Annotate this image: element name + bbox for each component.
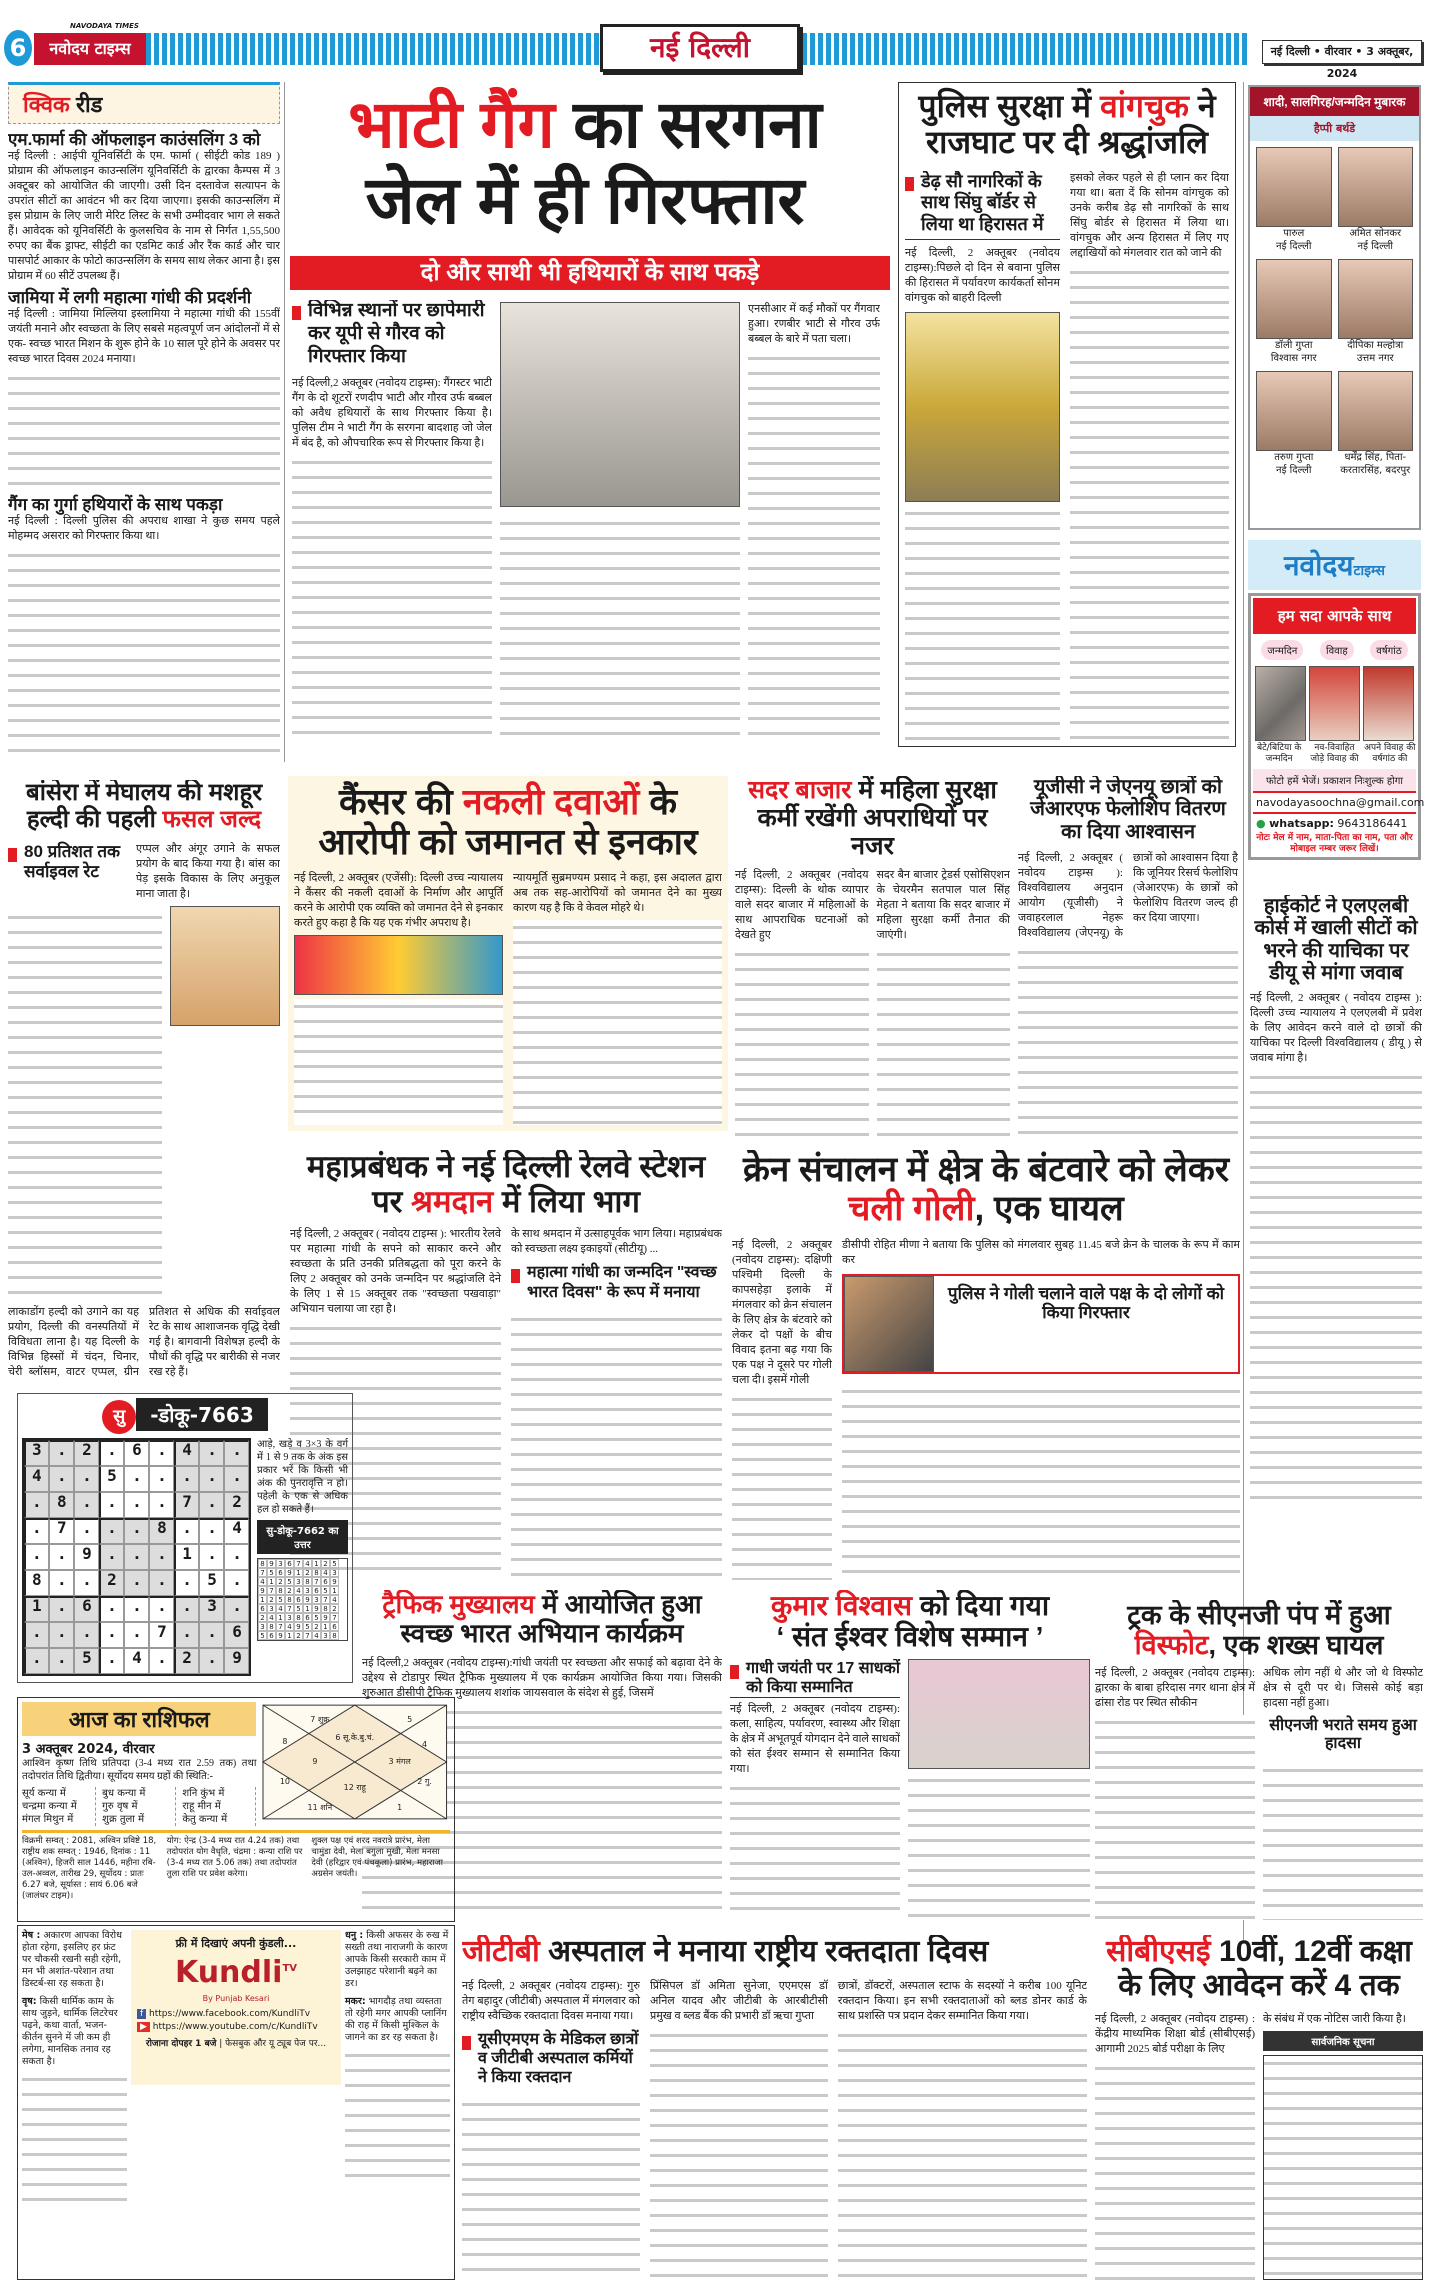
birthday-card (1256, 147, 1332, 253)
solution-cell: 7 (330, 1613, 339, 1622)
solution-cell: 6 (258, 1604, 267, 1613)
rajghat-photo (905, 312, 1060, 502)
kundli-house: 11 शनि (308, 1802, 333, 1812)
small-brand: NAVODAYA TIMES (70, 22, 139, 30)
gun-image (844, 1276, 934, 1372)
sudoku-row: .8....7.2 (32, 1492, 258, 1511)
sudoku-instructions: आड़े, खड़े व 3×3 के वर्ग में 1 से 9 तक के अंक इस प्रकार भरें कि किसी भी अंक की पुनरावृत्ति न हो। पहेली के एक से अधिक हल हो सकते हैं। (257, 1439, 348, 1515)
sign-sagittarius: धनु : किसी अफसर के रुख में सख्ती तथा नाराजगी के कारण आपके किसी सरकारी काम में उलझाहट परेशानी बढ़ने का डर। (345, 1930, 449, 1989)
solution-cell: 4 (258, 1577, 267, 1586)
brief-title: जामिया में लगी महात्मा गांधी की प्रदर्शनी (8, 288, 252, 308)
planet-column (102, 1787, 176, 1826)
tab-wedding: विवाह (1320, 640, 1354, 660)
section-title: नई दिल्ली (600, 24, 800, 72)
solution-cell: 6 (285, 1559, 294, 1568)
planet-column (182, 1787, 256, 1826)
solution-cell: 8 (267, 1622, 276, 1631)
solution-cell: 5 (267, 1568, 276, 1577)
solution-cell: 4 (312, 1631, 321, 1640)
person-place: उत्तम नगर (1356, 353, 1394, 364)
kundli-house: 1 (397, 1802, 403, 1812)
child-photo (1255, 666, 1306, 741)
person-name: दीपिका मल्होत्रा (1347, 340, 1404, 351)
public-notice-label: सार्वजनिक सूचना (1263, 2031, 1423, 2051)
planet-position: शनि कुंभ में (182, 1788, 225, 1799)
whatsapp-number: 9643186441 (1337, 817, 1408, 830)
solution-cell: 3 (276, 1559, 285, 1568)
sign-aries: मेष : अकारण आपका विरोध होता रहेगा, इसलिए हर फ्रंट पर चौकसी रखनी सही रहेगी, मन भी अशांत-परेशान तथा डिस्टर्ब-सा रह सकता है। (22, 1930, 122, 1989)
traffic-story: ट्रैफिक मुख्यालय में आयोजित हुआ स्वच्छ भारत अभियान कार्यक्रम नई दिल्ली,2 अक्तूबर (नवोदय टाइम्स):गांधी जयंती पर स्वच्छता और सफाई को बढ़ावा देने के उद्देश्य से टोडापुर स्थित ट्रैफिक मुख्यालय में एक कार्यक्रम आयोजित किया गया। जिसकी शुरुआत डीसीपी ट्रैफिक मुख्यालय शशांक जायसवाल के संदेश से हुई, जिसमें (362, 1590, 722, 1920)
solution-cell: 3 (258, 1622, 267, 1631)
crane-inset-headline: पुलिस ने गोली चलाने वाले पक्ष के दो लोगों को किया गिरफ्तार (947, 1284, 1225, 1323)
solution-cell: 5 (276, 1595, 285, 1604)
sudoku-row: 3.2.6.4.. (32, 1440, 258, 1459)
kundli-house: 9 (312, 1756, 318, 1766)
solution-cell: 3 (285, 1613, 294, 1622)
sadar-bazar-story: सदर बाजार में महिला सुरक्षा कर्मी रखेंगी अपराधियों पर नजर नई दिल्ली, 2 अक्तूबर (नवोदय टाइम्स): दिल्ली के थोक व्यापार वाले सदर बाजार में महिलाओं के साथ आपराधिक घटनाओं को देखते हुए सदर बैन बाजार ट्रेडर्स एसोसिएशन के चेयरमैन सतपाल पाल सिंह मेहता ने बताया कि सदर बाजार में महिला सुरक्षा कर्मी तैनात की जाएंगी। (735, 776, 1010, 1136)
person-place: नई दिल्ली (1276, 465, 1312, 476)
solution-cell: 9 (330, 1577, 339, 1586)
solution-cell: 9 (285, 1568, 294, 1577)
tab-anniversary: वर्षगांठ (1370, 640, 1407, 660)
anniversary-photo (1363, 666, 1414, 741)
wangchuk-subhead: डेढ़ सौ नागरिकों के साथ सिंघु बॉर्डर से लिया था हिरासत में (905, 171, 1060, 241)
solution-cell: 5 (312, 1613, 321, 1622)
facebook-link[interactable]: https://www.facebook.com/KundliTv (149, 2009, 311, 2019)
award-photo (908, 1659, 1090, 1769)
solution-cell: 9 (267, 1559, 276, 1568)
solution-cell: 6 (321, 1577, 330, 1586)
solution-cell: 7 (312, 1577, 321, 1586)
birthday-photo (1338, 259, 1414, 339)
quick-read-label: क्विक रीड (8, 82, 280, 124)
sudoku-row: 8..2...5. (32, 1570, 258, 1589)
sudoku-row: .....7..6 (32, 1622, 258, 1641)
birthday-photo (1338, 371, 1414, 451)
solution-cell: 8 (258, 1559, 267, 1568)
kumar-vishwas-story: कुमार विश्वास को दिया गया ‘ संत ईश्वर विशेष सम्मान ’ गाधी जयंती पर 17 साधकों को किया सम्मानित नई दिल्ली, 2 अक्तूबर (नवोदय टाइम्स): कला, साहित्य, पर्यावरण, स्वास्थ्य और शिक्षा के क्षेत्र में अभूतपूर्व योगदान देने वाले साधकों को संत ईश्वर सम्मान से सम्मानित किया गया। (730, 1590, 1090, 1920)
planet-position: केतु कन्या में (182, 1814, 228, 1825)
birthday-photo (1256, 147, 1332, 227)
planet-position: सूर्य कन्या में (22, 1788, 66, 1799)
kundli-house: 3 मंगल (388, 1756, 412, 1766)
solution-cell: 1 (294, 1568, 303, 1577)
solution-cell: 3 (321, 1631, 330, 1640)
truck-inset: सीएनजी भराते समय हुआ हादसा (1269, 1717, 1417, 1753)
lead-headline: भाटी गैंग का सरगना जेल में ही गिरफ्तार (348, 87, 822, 237)
sudoku-givens (24, 1440, 257, 1674)
facebook-icon: f (137, 2009, 146, 2019)
solution-cell: 2 (258, 1613, 267, 1622)
solution-cell: 1 (267, 1577, 276, 1586)
solution-cell: 9 (321, 1613, 330, 1622)
solution-cell: 6 (303, 1613, 312, 1622)
dateline: नई दिल्ली • वीरवार • 3 अक्तूबर, 2024 (1262, 40, 1422, 64)
brief-text: नई दिल्ली : जामिया मिल्लिया इस्लामिया ने महात्मा गांधी की 155वीं जयंती मनाने और स्वच्छता के लिए सबसे महत्वपूर्ण जन आंदोलनों में से एक- स्वच्छ भारत मिशन के शुरू होने के 10 साल पूरे होने के अवसर पर स्वच्छ भारत दिवस 2024 मनाया। (8, 308, 280, 366)
planet-column (22, 1787, 96, 1826)
horoscope-title: आज का राशिफल (22, 1702, 256, 1736)
birthday-card (1256, 371, 1332, 477)
kundli-house: 6 सू.के.बु.चं. (335, 1733, 375, 1743)
brief-text: नई दिल्ली : आईपी यूनिवर्सिटी के एम. फार्मा ( सीईटी कोड 189 ) प्रोग्राम की ऑफलाइन काउन्सलिंग यूनिवर्सिटी के द्वारका कैम्पस में 3 अक्टूबर को आयोजित की जाएगी। उसी दिन दस्तावेज सत्यापन के उपरांत सीटों का आवंटन भी कर दिया जाएगा। इसकी काउन्सलिंग में इस प्रोग्राम के लिए जारी मेरिट लिस्ट के सभी उम्मीदवार भाग ले सकते हैं। आवेदक को यूनिवर्सिटी के कुलसचिव के नाम से निर्गत 1,55,500 रुपए का बैंक ड्राफ्ट, सीईटी का एडमिट कार्ड और रैंक कार्ड और चार पासपोर्ट आकार के फोटो काउन्सलिंग के समय साथ लेकर आना है। इस प्रोग्राम में 60 सीटें उपलब्ध हैं। (8, 150, 280, 283)
solution-cell: 4 (330, 1595, 339, 1604)
person-name: डॉली गुप्ता (1275, 340, 1313, 351)
solution-cell: 5 (285, 1577, 294, 1586)
solution-cell: 6 (312, 1586, 321, 1595)
brief-title: गैंग का गुर्गा हथियारों के साथ पकड़ा (8, 495, 223, 515)
solution-cell: 4 (321, 1568, 330, 1577)
solution-cell: 6 (330, 1622, 339, 1631)
arrest-illustration (500, 302, 740, 507)
lead-banner: दो और साथी भी हथियारों के साथ पकड़े (290, 256, 890, 290)
solution-cell: 7 (321, 1595, 330, 1604)
person-place: विश्वास नगर (1270, 353, 1317, 364)
solution-cell: 8 (321, 1604, 330, 1613)
birthday-card (1338, 371, 1414, 477)
masthead-logo: नवोदय टाइम्स (34, 33, 146, 65)
solution-cell: 2 (330, 1604, 339, 1613)
sign-capricorn: मकर: भागदौड़ तथा व्यस्तता तो रहेगी मगर आपकी प्लानिंग की राह में किसी मुश्किल के जागने का डर रह सकता है। (345, 1996, 447, 2043)
solution-cell: 3 (303, 1586, 312, 1595)
solution-cell: 8 (294, 1613, 303, 1622)
gtb-hospital-story: जीटीबी अस्पताल ने मनाया राष्ट्रीय रक्तदाता दिवस नई दिल्ली, 2 अक्तूबर (नवोदय टाइम्स): गुरु तेग बहादुर (जीटीबी) अस्पताल में मंगलवार को राष्ट्रीय स्वैच्छिक रक्तदाता दिवस मनाया गया। यूसीएमएम के मेडिकल छात्रों व जीटीबी अस्पताल कर्मियों ने किया रक्तदान प्रिंसिपल डॉ अमिता सुनेजा, एएमएस डॉ अनिल यादव और जीटीबी के आरबीटीसी प्रमुख व ब्लड बैंक की प्रभारी डॉ ऋचा गुप्ता छात्रों, डॉक्टरों, अस्पताल स्टाफ के सदस्यों ने करीब 100 यूनिट रक्तदान किया। इन सभी रक्तदाताओं को ब्लड डोनर कार्ड के साथ प्रशस्ति पत्र प्रदान देकर सम्मानित किया गया। (462, 1935, 1087, 2280)
sudoku-solution (257, 1558, 348, 1641)
tab-birthday: जन्मदिन (1261, 640, 1303, 660)
solution-cell: 2 (267, 1595, 276, 1604)
kundli-chart (260, 1702, 450, 1822)
sudoku-row: 1.6....3. (32, 1596, 258, 1615)
solution-cell: 8 (330, 1631, 339, 1640)
sudoku-logo: सु (102, 1400, 136, 1434)
crane-story: क्रेन संचालन में क्षेत्र के बंटवारे को लेकर चली गोली, एक घायल नई दिल्ली, 2 अक्तूबर (नवोदय टाइम्स): दक्षिणी पश्चिमी दिल्ली के कापसहेड़ा इलाके में मंगलवार को क्रेन संचालन के लिए क्षेत्र के बंटवारे को लेकर दो पक्षों के बीच विवाद इतना बढ़ गया कि एक पक्ष ने दूसरे पर गोली चला दी। इसमें गोली डीसीपी रोहित मीणा ने बताया कि पुलिस को मंगलवार सुबह 11.45 बजे क्रेन के चालक के रूप में काम कर पुलिस ने गोली चलाने वाले पक्ष के दो लोगों को किया गिरफ्तार (732, 1150, 1240, 1580)
kundli-house: 5 (407, 1715, 413, 1725)
solution-cell: 9 (276, 1631, 285, 1640)
birthday-card (1338, 147, 1414, 253)
solution-cell: 4 (303, 1559, 312, 1568)
sudoku-row: ..9...1.. (32, 1544, 258, 1563)
sign-taurus: वृष: किसी धार्मिक काम के साथ जुड़ने, धार्मिक लिटरेचर पढ़ने, कथा वार्ता, भजन-कीर्तन सुनने में जी कम ही लगेगा, मानसिक तनाव रह सकता है। (22, 1996, 118, 2067)
solution-cell: 5 (303, 1622, 312, 1631)
solution-cell: 3 (294, 1577, 303, 1586)
kundli-house: 7 शुक्र (310, 1715, 330, 1725)
solution-cell: 6 (276, 1568, 285, 1577)
solution-cell: 6 (294, 1595, 303, 1604)
person-name: तरुण गुप्ता (1274, 452, 1314, 463)
solution-cell: 4 (267, 1613, 276, 1622)
solution-cell: 5 (330, 1559, 339, 1568)
railway-story: महाप्रबंधक ने नई दिल्ली रेलवे स्टेशन पर श्रमदान में लिया भाग नई दिल्ली, 2 अक्तूबर ( नवोदय टाइम्स ): भारतीय रेलवे पर महात्मा गांधी के सपने को साकार करने और स्वच्छता के प्रति उनकी प्रतिबद्धता को पूरा करने के लिए 2 अक्तूबर को उनके जन्मदिन पर श्रद्धांजलि देने के लिए 1 से 15 अक्तूबर तक "स्वच्छता पखवाड़ा" अभियान चलाया जा रहा है। के साथ श्रमदान में उत्साहपूर्वक भाग लिया। महाप्रबंधक को स्वच्छता लक्ष्य इकाइयों (सीटीयू) ... महात्मा गांधी का जन्मदिन "स्वच्छ भारत दिवस" के रूप में मनाया (290, 1150, 722, 1580)
cbse-story: सीबीएसई 10वीं, 12वीं कक्षा के लिए आवेदन करें 4 तक नई दिल्ली, 2 अक्तूबर (नवोदय टाइम्स) : केंद्रीय माध्यमिक शिक्षा बोर्ड (सीबीएसई) आगामी 2025 बोर्ड परीक्षा के लिए के संबंध में एक नोटिस जारी किया है। सार्वजनिक सूचना (1095, 1935, 1423, 2280)
person-place: नई दिल्ली (1276, 241, 1312, 252)
birthday-photo (1256, 259, 1332, 339)
planet-position: शुक्र तुला में (102, 1814, 145, 1825)
kundli-house: 4 (422, 1740, 428, 1750)
email-link[interactable]: navodayasoochna@gmail.com (1253, 791, 1416, 814)
kundli-house: 12 राहू (344, 1782, 367, 1792)
solution-cell: 4 (276, 1604, 285, 1613)
planet-position: राहू मीन में (182, 1801, 221, 1812)
lead-body: नई दिल्ली,2 अक्तूबर (नवोदय टाइम्स): गैंगस्टर भाटी गैंग के दो शूटरों रणदीप भाटी और गौरव उर्फ बब्बल को अवैध हथियारों के साथ गिरफ्तार किया है। पुलिस टीम ने भाटी गैंग के सरगना बादशाह जो जेल में बंद है, को औपचारिक रूप से गिरफ्तार किया है। (292, 377, 492, 450)
solution-cell: 2 (285, 1586, 294, 1595)
wangchuk-story: पुलिस सुरक्षा में वांगचुक ने राजघाट पर दी श्रद्धांजलि डेढ़ सौ नागरिकों के साथ सिंघु बॉर्डर से लिया था हिरासत में नई दिल्ली, 2 अक्तूबर (नवोदय टाइम्स):पिछले दो दिन से बवाना पुलिस की हिरासत में पर्यावरण कार्यकर्ता सोनम वांगचुक को बाहरी दिल्ली इसको लेकर पहले से ही प्लान कर दिया गया था। बता दें कि सोनम वांगचुक को उनके करीब डेढ़ सौ नागरिकों के साथ सिंघु बोर्डर से हिरासत में लिया था। वांगचुक और अन्य हिरासत में लिए गए लद्दाखियों को मंगलवार रात को जाने की (898, 82, 1236, 747)
solution-cell: 1 (258, 1595, 267, 1604)
person-place: नई दिल्ली (1357, 241, 1393, 252)
solution-cell: 1 (330, 1586, 339, 1595)
solution-cell: 8 (303, 1577, 312, 1586)
sudoku-box: सु -डोकू-7663 3.2.6.4.. 4..5..... .8....7.2 .7...8..4 ..9...1.. 8..2...5. 1.6....3. .....7..6 ..5.4.2.9 आड़े, खड़े व 3×3 के वर्ग में 1 से 9 तक के अंक इस प्रकार भरें कि किसी भी अंक की पुनरावृत्ति न हो। पहेली के एक से अधिक हल हो सकते हैं। सु-डोकू-7662 का उत्तर 8 9 3 6 7 4 1 2 5 7 5 6 9 1 2 8 4 3 4 1 2 5 3 8 7 6 9 9 7 8 2 4 3 6 5 1 1 2 5 8 6 9 3 7 4 6 3 4 7 5 1 9 8 2 2 4 1 3 8 6 5 9 7 3 8 7 4 9 5 2 1 6 5 6 9 1 2 7 4 3 8 (17, 1393, 353, 1683)
medicines-photo (294, 935, 503, 995)
solution-cell: 7 (285, 1604, 294, 1613)
solution-cell: 2 (303, 1568, 312, 1577)
solution-cell: 2 (321, 1559, 330, 1568)
horoscope-box: आज का राशिफल 3 अक्तूबर 2024, वीरवार आश्विन कृष्ण तिथि प्रतिपदा (3-4 मध्य रात 2.59 तक) तथा तदोपरांत तिथि द्वितीया। सूर्योदय समय ग्रहों की स्थिति:- सूर्य कन्या में चन्द्रमा कन्या में मंगल मिथुन में बुध कन्या में गुरु वृष में शुक्र तुला में शनि कुंभ में राहू मीन में केतु कन्या में 7 शुक्र 5 6 सू.के.बु.चं. 8 4 9 3 मंगल 10 2 गु. 12 राहू 11 शनि 1 विक्रमी सम्वत् : 2081, अश्विन प्रविष्टे 18, राष्ट्रीय शक सम्वत् : 1946, दिनांक : 11 (अश्विन), हिजरी साल 1446, महीना रबि-उल-अव्वल, तारीख 29, सूर्योदय : प्रातः 6.27 बजे, सूर्यास्त : सायं 6.06 बजे (जालंधर टाइम)। योग: ऐन्द्र (3-4 मध्य रात 4.24 तक) तथा तदोपरांत योग वैधृति, चंद्रमा : कन्या राशि पर (3-4 मध्य रात 5.06 तक) तथा तदोपरांत तुला राशि पर प्रवेश करेगा। शुक्ल पक्ष एवं शरद नवरात्रे प्रारंभ, मेला चामुंडा देवी, मेला बगुला मुखी, मेला मनसा देवी (हरिद्वार एवं पंचकूला) प्रारंभ, महाराजा अग्रसेन जयंती। (17, 1697, 455, 1922)
sudoku-row: 4..5..... (32, 1466, 258, 1485)
solution-cell: 1 (285, 1631, 294, 1640)
solution-cell: 7 (258, 1568, 267, 1577)
highcourt-story: हाईकोर्ट ने एलएलबी कोर्स में खाली सीटों को भरने की याचिका पर डीयू से मांगा जवाब नई दिल्ली, 2 अक्तूबर ( नवोदय टाइम्स ): दिल्ली उच्च न्यायालय ने एलएलबी में प्रवेश के लिए आवेदन करने वाले दो छात्रों की याचिका पर दिल्ली विश्वविद्यालय ( डीयू ) से जवाब मांगा है। (1250, 895, 1422, 1505)
solution-cell: 3 (330, 1568, 339, 1577)
kundli-tv-ad: फ्री में दिखाएं अपनी कुंडली... Kundli$^{TV}$ By Punjab Kesari f https://www.facebook.com/KundliTv ▶ https://www.youtube.com/c/KundliTv रोजाना दोपहर 1 बजे | फेसबुक और यू ट्यूब पेज पर... (131, 1930, 341, 2085)
whatsapp-icon: ● (1256, 817, 1266, 830)
couple-photo (1309, 666, 1360, 741)
solution-cell: 8 (312, 1568, 321, 1577)
brief-text: नई दिल्ली : दिल्ली पुलिस की अपराध शाखा ने कुछ समय पहले मोहम्मद असरार को गिरफ्तार किया था। (8, 515, 280, 543)
birthday-card (1256, 259, 1332, 365)
lead-body-continued: एनसीआर में कई मौकों पर गैंगवार हुआ। रणबीर भाटी से गौरव उर्फ बब्बल के बारे में पता चला। (748, 303, 880, 345)
planet-position: बुध कन्या में (102, 1788, 146, 1799)
solution-cell: 7 (294, 1559, 303, 1568)
solution-cell: 4 (285, 1622, 294, 1631)
solution-cell: 9 (303, 1595, 312, 1604)
sudoku-row: ..5.4.2.9 (32, 1648, 258, 1667)
sudoku-title: -डोकू-7663 (136, 1398, 268, 1431)
kundli-house: 8 (282, 1737, 288, 1747)
solution-cell: 9 (312, 1604, 321, 1613)
planet-position: मंगल मिथुन में (22, 1814, 74, 1825)
birthday-card (1338, 259, 1414, 365)
railway-subhead: महात्मा गांधी का जन्मदिन "स्वच्छ भारत दिवस" के रूप में मनाया (511, 1263, 722, 1301)
kundli-tv-logo: Kundli$^{TV}$ (174, 1955, 298, 1990)
cancer-story: कैंसर की नकली दवाओं के आरोपी को जमानत से इनकार नई दिल्ली, 2 अक्तूबर (एजेंसी): दिल्ली उच्च न्यायालय ने कैंसर की नकली दवाओं के निर्माण और आपूर्ति करने के आरोपी एक व्यक्ति को जमानत देने से इनकार करते हुए कहा है कि यह एक गंभीर अपराध है। न्यायमूर्ति सुब्रमण्यम प्रसाद ने कहा, इस अदालत द्वारा अब तक सह-आरोपियों को जमानत देने का मुख्य कारण यह है कि वे केवल मोहरे थे। (288, 776, 728, 1131)
solution-cell: 1 (312, 1559, 321, 1568)
solution-cell: 7 (276, 1622, 285, 1631)
solution-cell: 1 (276, 1613, 285, 1622)
solution-cell: 8 (276, 1586, 285, 1595)
truck-story: ट्रक के सीएनजी पंप में हुआ विस्फोट, एक शख्स घायल नई दिल्ली, 2 अक्तूबर (नवोदय टाइम्स): द्वारका के बाबा हरिदास नगर थाना क्षेत्र में ढांसा रोड पर स्थित सौकीन अधिक लोग नहीं थे और जो थे विस्फोट क्षेत्र से दूरी पर थे। जिससे कोई बड़ा हादसा नहीं हुआ। सीएनजी भराते समय हुआ हादसा (1095, 1600, 1423, 1920)
solution-cell: 8 (285, 1595, 294, 1604)
solution-cell: 1 (303, 1604, 312, 1613)
solution-cell: 1 (321, 1622, 330, 1631)
youtube-icon: ▶ (137, 2022, 150, 2032)
gtb-subhead: यूसीएमएम के मेडिकल छात्रों व जीटीबी अस्पताल कर्मियों ने किया रक्तदान (462, 2030, 640, 2088)
person-place: करतारसिंह, बदरपुर (1340, 465, 1411, 476)
brief-title: एम.फार्मा की ऑफलाइन काउंसलिंग 3 को (8, 130, 261, 149)
page-number: 6 (4, 30, 32, 66)
happy-birthday-banner: हैप्पी बर्थडे (1250, 116, 1419, 141)
planet-position: चन्द्रमा कन्या में (22, 1801, 77, 1812)
kundli-house: 2 गु. (417, 1776, 433, 1786)
official-photo (170, 906, 280, 1026)
sudoku-grid[interactable] (22, 1438, 258, 1676)
greetings-promo: नवोदयटाइम्स हम सदा आपके साथ जन्मदिन विवाह वर्षगांठ बेटे/बिटिया के जन्मदिन नव-विवाहित जोड़े विवाह की अपने विवाह की वर्षगांठ की फोटो हमें भेजें। प्रकाशन निःशुल्क होगा navodayasoochna@gmail.com ● whatsapp: 9643186441 नोटः मेल में नाम, माता-पिता का नाम, पता और मोबाइल नम्बर जरूर लिखें। (1248, 540, 1421, 890)
solution-cell: 9 (294, 1622, 303, 1631)
sudoku-row: .7...8..4 (32, 1518, 258, 1537)
solution-cell: 3 (312, 1595, 321, 1604)
solution-cell: 2 (312, 1622, 321, 1631)
solution-cell: 5 (321, 1586, 330, 1595)
solution-cell: 4 (294, 1586, 303, 1595)
solution-cell: 9 (258, 1586, 267, 1595)
birthday-photo (1338, 147, 1414, 227)
person-name: धर्मेंद्र सिंह, पिता- (1344, 452, 1407, 463)
birthday-photo (1256, 371, 1332, 451)
solution-cell: 6 (267, 1631, 276, 1640)
solution-cell: 5 (258, 1631, 267, 1640)
youtube-link[interactable]: https://www.youtube.com/c/KundliTv (152, 2022, 318, 2032)
solution-cell: 7 (267, 1586, 276, 1595)
quick-read-column (8, 82, 280, 762)
birthday-box: शादी, सालगिरह/जन्मदिन मुबारक हैप्पी बर्थडे पारुल नई दिल्ली अमित सोनकर नई दिल्ली डॉली गुप्ता विश्वास नगर दीपिका मल्होत्रा उत्तम नगर तरुण गुप्ता नई दिल्ली धर्मेंद्र सिंह, पिता- करतारसिंह, बदरपुर (1248, 85, 1421, 530)
solution-cell: 5 (294, 1604, 303, 1613)
solution-cell: 3 (267, 1604, 276, 1613)
person-name: अमित सोनकर (1349, 228, 1402, 239)
solution-cell: 2 (276, 1577, 285, 1586)
turmeric-story: बांसेरा में मेघालय की मशहूर हल्दी की पहली फसल जल्द 80 प्रतिशत तक सर्वाइवल रेट एप्पल और अंगूर उगाने के सफल प्रयोग के बाद किया गया है। बांस का पेड़ इसके विकास के लिए अनुकूल माना जाता है। लाकाडोंग हल्दी को उगाने का यह प्रयोग, दिल्ली की वनस्पतियों में विविधता लाना है। यह दिल्ली के विभिन्न हिस्सों में चंदन, चिनार, चेरी ब्लॉसम, वाटर एप्पल, ग्रीन प्रतिशत से अधिक की सर्वाइवल रेट के साथ आशाजनक वृद्धि देखी गई है। बागवानी विशेषज्ञ हल्दी के पौधों की वृद्धि पर बारीकी से नजर रख रहे हैं। (8, 780, 280, 1378)
person-name: पारुल (1283, 228, 1305, 239)
ugc-story: यूजीसी ने जेएनयू छात्रों को जेआरएफ फेलोशिप वितरण का दिया आश्वासन नई दिल्ली, 2 अक्तूबर ( नवोदय टाइम्स ): विश्वविद्यालय अनुदान आयोग (यूजीसी) ने जवाहरलाल नेहरू विश्वविद्यालय (जेएनयू) के छात्रों को आश्वासन दिया है कि जूनियर रिसर्च फेलोशिप (जेआरएफ) के छात्रों को फेलोशिप वितरण जल्द ही कर दिया जाएगा। (1018, 776, 1238, 1136)
kundli-house: 10 (280, 1776, 291, 1786)
lead-subhead: विभिन्न स्थानों पर छापेमारी कर यूपी से गौरव को गिरफ्तार किया (292, 300, 492, 368)
solution-cell: 2 (294, 1631, 303, 1640)
solution-cell: 7 (303, 1631, 312, 1640)
planet-position: गुरु वृष में (102, 1801, 138, 1812)
